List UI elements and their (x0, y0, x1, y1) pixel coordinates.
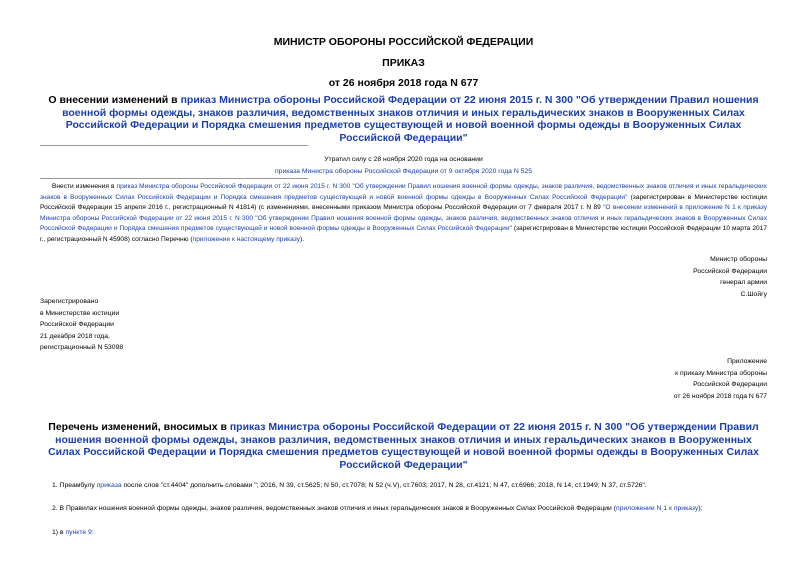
registration-line-3: Российской Федерации (40, 321, 114, 329)
signature-line-1: Министр обороны (710, 256, 767, 263)
divider-body (40, 178, 308, 179)
item-3-link[interactable]: пункте 9 (65, 529, 92, 536)
appendix-line-4: от 26 ноября 2018 года N 677 (673, 392, 767, 400)
registration-line-1: Зарегистрировано (40, 298, 99, 305)
item-1-text-a: 1. Преамбулу (52, 482, 97, 489)
headline-prefix: О внесении изменений в (48, 94, 181, 106)
document-headline (40, 94, 767, 144)
appendix-line-2: к приказу Министра обороны (675, 369, 767, 377)
status-note (180, 154, 627, 178)
divider-top (40, 145, 308, 146)
list-head-link[interactable]: приказ Министра обороны Российской Федерации от 22 июня 2015 г. N 300 "Об утверждении Правил ношения военной формы одежды, знаков различия, ведомственных знаков отличия и иных геральдических знаков в Вооруженных Силах Российской Федерации и Порядка смешения предметов существующей и новой военной формы одежды в Вооруженных Силах Российской Федерации" (48, 421, 759, 471)
body-paragraph (40, 182, 767, 246)
list-item-1 (40, 481, 767, 491)
headline-link[interactable]: приказ Министра обороны Российской Федерации от 22 июня 2015 г. N 300 "Об утверждении Правил ношения военной формы одежды, знаков различия, ведомственных знаков отличия и иных геральдических знаков в Вооруженных Силах Российской Федерации и Порядка смешения предметов существующей и новой военной формы одежды в Вооруженных Силах Российской Федерации" (62, 94, 759, 144)
item-2-link[interactable]: приложение N 1 к приказу (615, 505, 699, 512)
signature-block (693, 254, 767, 300)
item-1-link[interactable]: приказа (96, 482, 122, 489)
appendix-block (674, 356, 767, 402)
changes-list-heading (40, 421, 767, 471)
signature-line-2: Российской Федерации (693, 267, 767, 275)
status-line: Утратил силу с 28 ноября 2020 года на основании (324, 156, 483, 163)
item-2-text-b: ): (698, 505, 703, 512)
item-3-text-a: 1) в (52, 529, 66, 536)
body-link-appendix[interactable]: приложение к настоящему приказу (192, 235, 301, 243)
ministry-title: МИНИСТР ОБОРОНЫ РОССИЙСКОЙ ФЕДЕРАЦИИ (273, 36, 534, 48)
body-link-order-300[interactable]: приказ Министра обороны Российской Федерации от 22 июня 2015 г. N 300 "Об утверждении Правил ношения военной формы одежды, знаков различия, ведомственных знаков отличия и иных геральдических знаков в Вооруженных Силах Российской Федерации и Порядка смешения предметов существующей и новой военной формы одежды в Вооруженных Силах Российской Федерации" (40, 183, 767, 201)
registration-block (40, 296, 123, 354)
body-text-2: (зарегистрирован в Министерстве юстиции Российской Федерации 15 апреля 2016 г., регистрационный N 41814) (с изменениями, внесенными приказом Министра обороны Российской Федерации от 7 февраля 2017 г. N 89 (40, 193, 767, 212)
item-1-text-b: после слов "ст.4404" дополнить словами "; 2016, N 39, ст.5625; N 50, ст.7078; N 52 (ч.V), ст.7603; 2017, N 28, ст.4121; N 47, ст.6966; 2018, N 14, ст.1949; N 37, ст.5726". (121, 482, 647, 489)
signature-line-3: генерал армии (720, 279, 767, 286)
body-link-order-89[interactable]: "О внесении изменений в приложение N 1 к приказу Министра обороны Российской Федерации от 22 июня 2015 г. N 300 "Об утверждении Правил ношения военной формы одежды, знаков различия, ведомственных знаков отличия и иных геральдических знаков в Вооруженных Силах Российской Федерации и Порядка смешения предметов существующей и новой военной формы одежды в Вооруженных Силах Российской Федерации" (40, 204, 768, 233)
body-text-3: (зарегистрирован в Министерстве юстиции Российской Федерации 10 марта 2017 г., регистрационный N 45908) согласно Перечню ( (40, 225, 767, 243)
item-3-text-b: : (91, 529, 94, 536)
list-item-3 (40, 528, 767, 538)
registration-line-2: в Министерстве юстиции (40, 309, 120, 317)
order-date: от 26 ноября 2018 года N 677 (328, 77, 479, 89)
body-text-1: Внести изменения в (52, 183, 117, 190)
signature-line-4: С.Шойгу (740, 290, 767, 298)
registration-line-4: 21 декабря 2018 года, (40, 332, 110, 340)
list-head-prefix: Перечень изменений, вносимых в (48, 421, 230, 433)
item-2-text-a: 2. В Правилах ношения военной формы одежды, знаков различия, ведомственных знаков отличия и иных геральдических знаков в Вооруженных Силах Российской Федерации ( (52, 505, 616, 512)
appendix-line-1: Приложение (727, 358, 767, 365)
registration-line-5: регистрационный N 53098 (40, 344, 124, 352)
body-text-4: ). (300, 235, 305, 243)
order-label: ПРИКАЗ (382, 57, 425, 69)
appendix-line-3: Российской Федерации (693, 381, 767, 389)
status-link[interactable]: приказа Министра обороны Российской Федерации от 9 октября 2020 года N 525 (274, 168, 532, 175)
list-item-2 (40, 504, 767, 514)
